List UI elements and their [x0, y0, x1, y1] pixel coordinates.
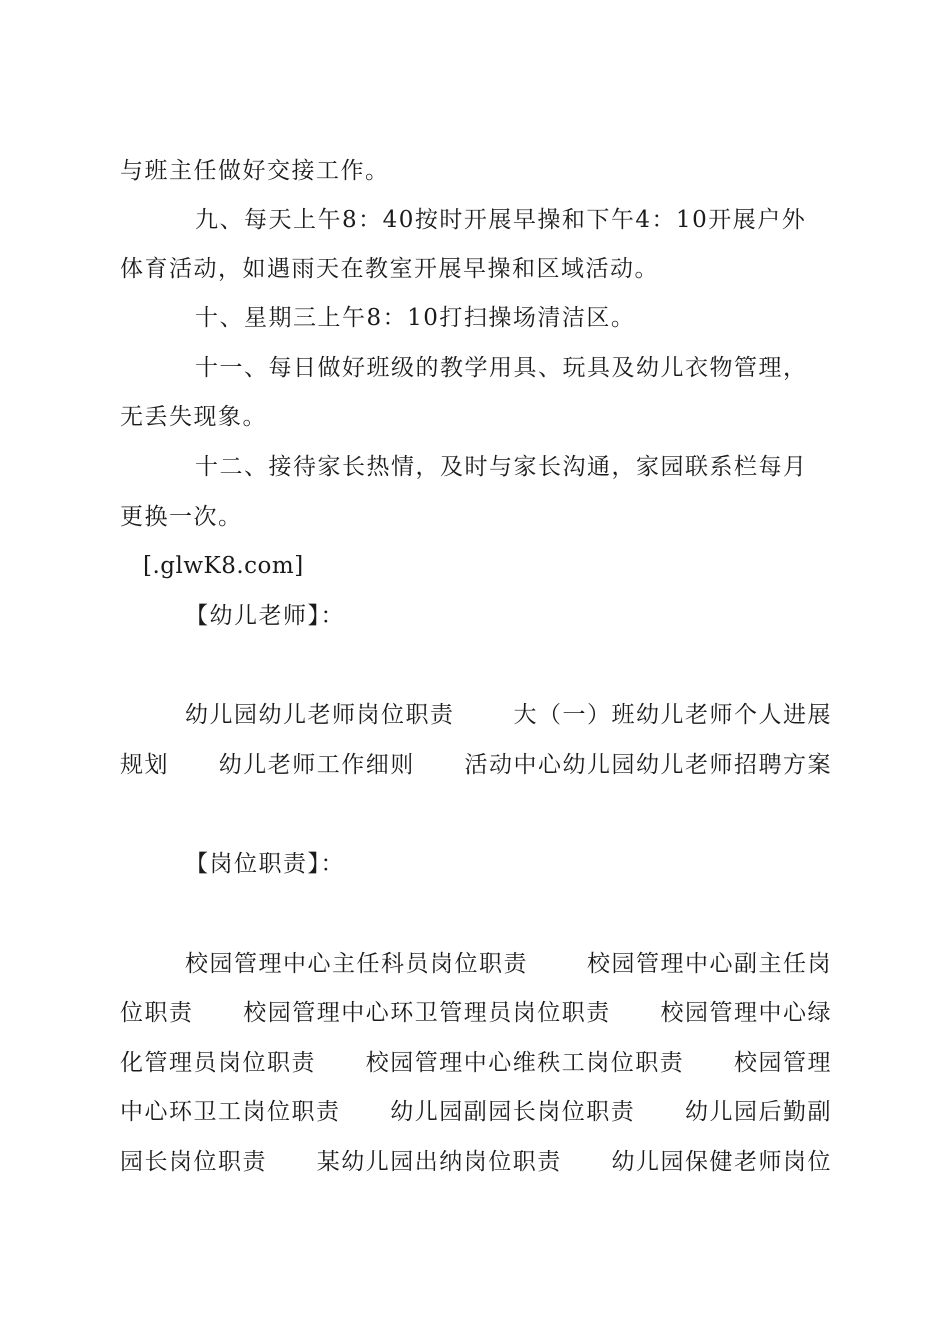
section-heading-duty: 【岗位职责】： [185, 851, 345, 877]
related-links-row [185, 700, 832, 730]
related-links-row [120, 1147, 832, 1177]
related-links-row [120, 750, 832, 780]
paragraph-line: 体育活动，如遇雨天在教室开展早操和区域活动。 [120, 256, 659, 282]
related-links-row [120, 1048, 832, 1078]
related-link[interactable]: 校园管理中心主任科员岗位职责 [185, 951, 528, 977]
paragraph-line: 更换一次。 [120, 504, 243, 530]
paragraph-line: 十二、接待家长热情，及时与家长沟通，家园联系栏每月 [195, 454, 808, 480]
related-links-row [185, 949, 832, 979]
paragraph-line: 九、每天上午8：40按时开展早操和下午4：10开展户外 [195, 207, 807, 233]
related-link[interactable]: 活动中心幼儿园幼儿老师招聘方案 [464, 752, 832, 778]
paragraph-line: 十、星期三上午8：10打扫操场清洁区。 [195, 305, 636, 331]
related-link[interactable]: 校园管理中心副主任岗 [587, 951, 832, 977]
related-links-row [120, 1097, 832, 1127]
paragraph-line: 十一、每日做好班级的教学用具、玩具及幼儿衣物管理， [195, 355, 808, 381]
related-link[interactable]: 大（一）班幼儿老师个人进展 [513, 702, 832, 728]
paragraph-line: 与班主任做好交接工作。 [120, 158, 390, 184]
related-link[interactable]: 园长岗位职责 [120, 1149, 267, 1175]
related-link[interactable]: 幼儿老师工作细则 [218, 752, 415, 778]
related-link[interactable]: 位职责 [120, 1000, 194, 1026]
related-link[interactable]: 化管理员岗位职责 [120, 1050, 316, 1076]
section-heading-teacher: 【幼儿老师】： [185, 603, 345, 629]
related-link[interactable]: 幼儿园副园长岗位职责 [390, 1099, 636, 1125]
related-link[interactable]: 校园管理中心绿 [660, 1000, 832, 1026]
related-link[interactable]: 校园管理 [734, 1050, 832, 1076]
paragraph-line: 无丢失现象。 [120, 404, 267, 430]
related-link[interactable]: 中心环卫工岗位职责 [120, 1099, 341, 1125]
related-link[interactable]: 规划 [120, 752, 169, 778]
related-link[interactable]: 幼儿园后勤副 [685, 1099, 832, 1125]
related-links-row [120, 998, 832, 1028]
related-link[interactable]: 幼儿园幼儿老师岗位职责 [185, 702, 455, 728]
related-link[interactable]: 某幼儿园出纳岗位职责 [316, 1149, 562, 1175]
related-link[interactable]: 幼儿园保健老师岗位 [611, 1149, 832, 1175]
related-link[interactable]: 校园管理中心环卫管理员岗位职责 [243, 1000, 611, 1026]
source-url: [.glwK8.com] [143, 553, 304, 579]
related-link[interactable]: 校园管理中心维秩工岗位职责 [365, 1050, 685, 1076]
